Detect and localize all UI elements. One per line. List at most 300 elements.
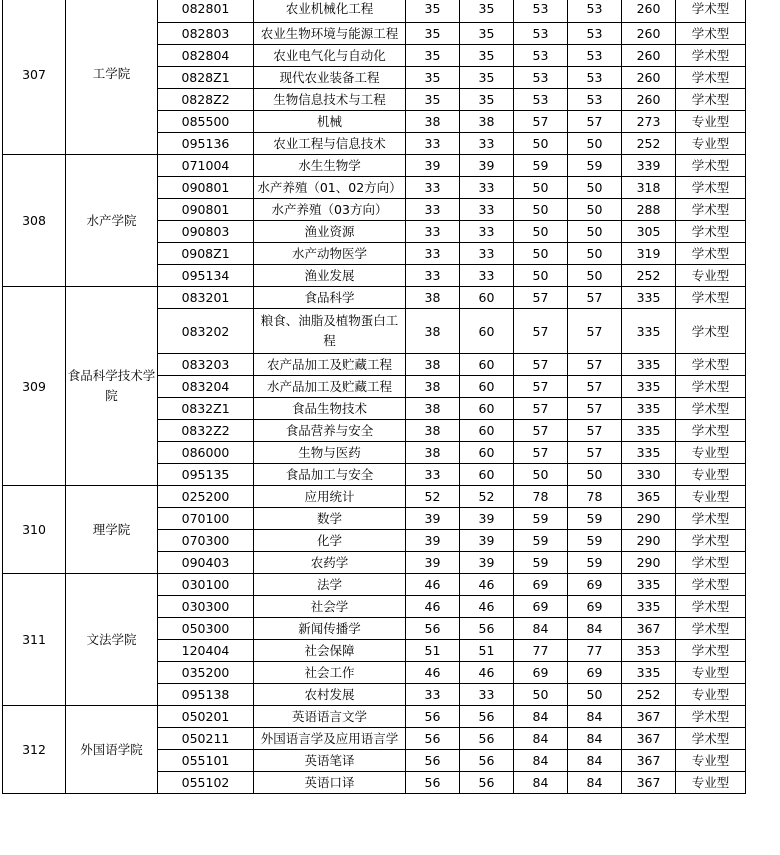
score-subject-1: 50 bbox=[514, 221, 568, 243]
score-politics: 56 bbox=[406, 706, 460, 728]
score-subject-1: 57 bbox=[514, 354, 568, 376]
score-subject-2: 59 bbox=[568, 508, 622, 530]
major-name: 法学 bbox=[254, 574, 406, 596]
score-subject-1: 57 bbox=[514, 420, 568, 442]
score-politics: 35 bbox=[406, 0, 460, 23]
score-subject-1: 59 bbox=[514, 155, 568, 177]
score-total: 335 bbox=[622, 596, 676, 618]
major-name: 粮食、油脂及植物蛋白工程 bbox=[254, 309, 406, 354]
degree-type: 学术型 bbox=[676, 199, 746, 221]
major-name: 食品生物技术 bbox=[254, 398, 406, 420]
score-politics: 35 bbox=[406, 23, 460, 45]
college-code: 309 bbox=[3, 287, 66, 486]
score-politics: 56 bbox=[406, 750, 460, 772]
score-politics: 33 bbox=[406, 133, 460, 155]
score-total: 290 bbox=[622, 552, 676, 574]
score-politics: 39 bbox=[406, 530, 460, 552]
score-total: 335 bbox=[622, 376, 676, 398]
major-code: 0832Z1 bbox=[158, 398, 254, 420]
major-code: 070300 bbox=[158, 530, 254, 552]
score-politics: 35 bbox=[406, 89, 460, 111]
major-name: 渔业发展 bbox=[254, 265, 406, 287]
score-subject-1: 84 bbox=[514, 750, 568, 772]
score-subject-1: 50 bbox=[514, 133, 568, 155]
score-subject-2: 50 bbox=[568, 177, 622, 199]
score-politics: 51 bbox=[406, 640, 460, 662]
score-foreign-language: 60 bbox=[460, 442, 514, 464]
major-code: 071004 bbox=[158, 155, 254, 177]
major-code: 082804 bbox=[158, 45, 254, 67]
major-code: 090801 bbox=[158, 199, 254, 221]
score-foreign-language: 33 bbox=[460, 265, 514, 287]
score-subject-2: 77 bbox=[568, 640, 622, 662]
score-foreign-language: 46 bbox=[460, 574, 514, 596]
score-total: 252 bbox=[622, 265, 676, 287]
major-name: 渔业资源 bbox=[254, 221, 406, 243]
degree-type: 专业型 bbox=[676, 750, 746, 772]
score-subject-2: 59 bbox=[568, 155, 622, 177]
score-foreign-language: 56 bbox=[460, 706, 514, 728]
score-total: 367 bbox=[622, 618, 676, 640]
score-total: 365 bbox=[622, 486, 676, 508]
major-code: 055101 bbox=[158, 750, 254, 772]
major-name: 水产品加工及贮藏工程 bbox=[254, 376, 406, 398]
college-name: 工学院 bbox=[66, 0, 158, 155]
degree-type: 学术型 bbox=[676, 243, 746, 265]
degree-type: 专业型 bbox=[676, 464, 746, 486]
score-subject-1: 59 bbox=[514, 508, 568, 530]
score-subject-1: 57 bbox=[514, 398, 568, 420]
degree-type: 学术型 bbox=[676, 45, 746, 67]
degree-type: 学术型 bbox=[676, 420, 746, 442]
major-code: 082801 bbox=[158, 0, 254, 23]
degree-type: 学术型 bbox=[676, 706, 746, 728]
major-name: 水产养殖（01、02方向） bbox=[254, 177, 406, 199]
major-name: 农产品加工及贮藏工程 bbox=[254, 354, 406, 376]
major-name: 生物与医药 bbox=[254, 442, 406, 464]
score-foreign-language: 56 bbox=[460, 728, 514, 750]
score-politics: 33 bbox=[406, 684, 460, 706]
college-code: 308 bbox=[3, 155, 66, 287]
score-total: 290 bbox=[622, 530, 676, 552]
degree-type: 学术型 bbox=[676, 0, 746, 23]
major-name: 水产动物医学 bbox=[254, 243, 406, 265]
score-politics: 38 bbox=[406, 376, 460, 398]
score-total: 273 bbox=[622, 111, 676, 133]
score-subject-1: 50 bbox=[514, 177, 568, 199]
degree-type: 学术型 bbox=[676, 596, 746, 618]
score-foreign-language: 60 bbox=[460, 376, 514, 398]
degree-type: 学术型 bbox=[676, 23, 746, 45]
score-subject-2: 50 bbox=[568, 265, 622, 287]
score-politics: 56 bbox=[406, 772, 460, 794]
major-code: 095135 bbox=[158, 464, 254, 486]
score-foreign-language: 51 bbox=[460, 640, 514, 662]
major-code: 090803 bbox=[158, 221, 254, 243]
major-name: 社会学 bbox=[254, 596, 406, 618]
score-politics: 33 bbox=[406, 464, 460, 486]
score-total: 335 bbox=[622, 309, 676, 354]
score-subject-1: 77 bbox=[514, 640, 568, 662]
degree-type: 专业型 bbox=[676, 486, 746, 508]
score-total: 335 bbox=[622, 354, 676, 376]
score-subject-2: 50 bbox=[568, 133, 622, 155]
score-foreign-language: 33 bbox=[460, 684, 514, 706]
score-total: 319 bbox=[622, 243, 676, 265]
score-subject-1: 53 bbox=[514, 0, 568, 23]
score-subject-1: 53 bbox=[514, 67, 568, 89]
score-subject-2: 69 bbox=[568, 596, 622, 618]
major-name: 社会保障 bbox=[254, 640, 406, 662]
major-code: 050201 bbox=[158, 706, 254, 728]
score-subject-1: 57 bbox=[514, 309, 568, 354]
score-subject-2: 57 bbox=[568, 111, 622, 133]
major-name: 食品加工与安全 bbox=[254, 464, 406, 486]
score-total: 252 bbox=[622, 684, 676, 706]
score-foreign-language: 60 bbox=[460, 309, 514, 354]
score-subject-2: 84 bbox=[568, 728, 622, 750]
score-subject-1: 84 bbox=[514, 618, 568, 640]
score-subject-2: 53 bbox=[568, 67, 622, 89]
score-total: 260 bbox=[622, 89, 676, 111]
score-subject-1: 69 bbox=[514, 574, 568, 596]
degree-type: 学术型 bbox=[676, 221, 746, 243]
college-code: 307 bbox=[3, 0, 66, 155]
major-code: 0828Z2 bbox=[158, 89, 254, 111]
score-subject-1: 84 bbox=[514, 706, 568, 728]
score-subject-2: 57 bbox=[568, 354, 622, 376]
college-code: 312 bbox=[3, 706, 66, 794]
table-body bbox=[3, 0, 746, 794]
score-total: 367 bbox=[622, 772, 676, 794]
score-subject-2: 50 bbox=[568, 221, 622, 243]
score-total: 339 bbox=[622, 155, 676, 177]
degree-type: 学术型 bbox=[676, 618, 746, 640]
score-foreign-language: 60 bbox=[460, 420, 514, 442]
score-subject-2: 50 bbox=[568, 243, 622, 265]
degree-type: 学术型 bbox=[676, 552, 746, 574]
score-subject-1: 59 bbox=[514, 530, 568, 552]
major-name: 农业机械化工程 bbox=[254, 0, 406, 23]
score-total: 330 bbox=[622, 464, 676, 486]
score-total: 335 bbox=[622, 420, 676, 442]
score-total: 367 bbox=[622, 728, 676, 750]
score-total: 288 bbox=[622, 199, 676, 221]
score-foreign-language: 35 bbox=[460, 0, 514, 23]
score-subject-1: 84 bbox=[514, 728, 568, 750]
score-subject-2: 78 bbox=[568, 486, 622, 508]
score-politics: 56 bbox=[406, 728, 460, 750]
major-name: 农业工程与信息技术 bbox=[254, 133, 406, 155]
score-foreign-language: 35 bbox=[460, 89, 514, 111]
score-total: 335 bbox=[622, 287, 676, 309]
score-politics: 35 bbox=[406, 45, 460, 67]
degree-type: 学术型 bbox=[676, 398, 746, 420]
score-subject-2: 57 bbox=[568, 376, 622, 398]
score-foreign-language: 39 bbox=[460, 508, 514, 530]
major-name: 英语笔译 bbox=[254, 750, 406, 772]
major-name: 现代农业装备工程 bbox=[254, 67, 406, 89]
table-row bbox=[3, 574, 746, 596]
score-foreign-language: 38 bbox=[460, 111, 514, 133]
score-subject-2: 59 bbox=[568, 552, 622, 574]
score-subject-1: 84 bbox=[514, 772, 568, 794]
score-politics: 52 bbox=[406, 486, 460, 508]
score-foreign-language: 33 bbox=[460, 133, 514, 155]
major-code: 085500 bbox=[158, 111, 254, 133]
degree-type: 学术型 bbox=[676, 67, 746, 89]
degree-type: 专业型 bbox=[676, 133, 746, 155]
major-code: 090801 bbox=[158, 177, 254, 199]
score-foreign-language: 39 bbox=[460, 552, 514, 574]
college-code: 310 bbox=[3, 486, 66, 574]
score-foreign-language: 33 bbox=[460, 221, 514, 243]
score-foreign-language: 33 bbox=[460, 243, 514, 265]
score-subject-1: 50 bbox=[514, 265, 568, 287]
major-code: 095136 bbox=[158, 133, 254, 155]
degree-type: 专业型 bbox=[676, 662, 746, 684]
score-total: 335 bbox=[622, 662, 676, 684]
degree-type: 专业型 bbox=[676, 442, 746, 464]
score-foreign-language: 52 bbox=[460, 486, 514, 508]
degree-type: 学术型 bbox=[676, 287, 746, 309]
score-subject-2: 53 bbox=[568, 0, 622, 23]
degree-type: 学术型 bbox=[676, 376, 746, 398]
score-subject-2: 57 bbox=[568, 398, 622, 420]
major-name: 应用统计 bbox=[254, 486, 406, 508]
score-table bbox=[2, 0, 746, 794]
score-subject-2: 57 bbox=[568, 442, 622, 464]
table-row bbox=[3, 287, 746, 309]
score-politics: 33 bbox=[406, 177, 460, 199]
score-subject-2: 53 bbox=[568, 23, 622, 45]
major-name: 外国语言学及应用语言学 bbox=[254, 728, 406, 750]
score-total: 367 bbox=[622, 706, 676, 728]
score-total: 367 bbox=[622, 750, 676, 772]
score-foreign-language: 56 bbox=[460, 750, 514, 772]
major-code: 095138 bbox=[158, 684, 254, 706]
score-foreign-language: 33 bbox=[460, 177, 514, 199]
score-subject-2: 57 bbox=[568, 309, 622, 354]
score-total: 353 bbox=[622, 640, 676, 662]
major-code: 055102 bbox=[158, 772, 254, 794]
major-name: 食品科学 bbox=[254, 287, 406, 309]
score-politics: 38 bbox=[406, 398, 460, 420]
score-subject-2: 84 bbox=[568, 706, 622, 728]
major-name: 机械 bbox=[254, 111, 406, 133]
score-politics: 38 bbox=[406, 442, 460, 464]
score-subject-1: 50 bbox=[514, 243, 568, 265]
score-politics: 33 bbox=[406, 221, 460, 243]
score-politics: 33 bbox=[406, 265, 460, 287]
score-total: 260 bbox=[622, 45, 676, 67]
score-politics: 35 bbox=[406, 67, 460, 89]
score-foreign-language: 39 bbox=[460, 155, 514, 177]
score-total: 335 bbox=[622, 398, 676, 420]
degree-type: 学术型 bbox=[676, 640, 746, 662]
degree-type: 学术型 bbox=[676, 177, 746, 199]
college-name: 理学院 bbox=[66, 486, 158, 574]
score-foreign-language: 56 bbox=[460, 618, 514, 640]
degree-type: 学术型 bbox=[676, 155, 746, 177]
degree-type: 专业型 bbox=[676, 111, 746, 133]
score-politics: 33 bbox=[406, 199, 460, 221]
table-row bbox=[3, 706, 746, 728]
major-name: 新闻传播学 bbox=[254, 618, 406, 640]
score-total: 260 bbox=[622, 0, 676, 23]
college-name: 文法学院 bbox=[66, 574, 158, 706]
score-subject-1: 57 bbox=[514, 376, 568, 398]
major-name: 数学 bbox=[254, 508, 406, 530]
score-politics: 39 bbox=[406, 508, 460, 530]
score-subject-2: 57 bbox=[568, 287, 622, 309]
major-code: 0908Z1 bbox=[158, 243, 254, 265]
major-name: 水生生物学 bbox=[254, 155, 406, 177]
score-subject-2: 84 bbox=[568, 618, 622, 640]
score-foreign-language: 35 bbox=[460, 67, 514, 89]
score-politics: 46 bbox=[406, 574, 460, 596]
score-subject-1: 50 bbox=[514, 464, 568, 486]
major-name: 社会工作 bbox=[254, 662, 406, 684]
major-name: 农村发展 bbox=[254, 684, 406, 706]
college-name: 水产学院 bbox=[66, 155, 158, 287]
table-row bbox=[3, 155, 746, 177]
score-subject-1: 53 bbox=[514, 23, 568, 45]
score-politics: 38 bbox=[406, 354, 460, 376]
score-total: 335 bbox=[622, 574, 676, 596]
score-total: 252 bbox=[622, 133, 676, 155]
major-code: 095134 bbox=[158, 265, 254, 287]
score-foreign-language: 60 bbox=[460, 398, 514, 420]
major-code: 070100 bbox=[158, 508, 254, 530]
score-subject-2: 50 bbox=[568, 199, 622, 221]
major-name: 食品营养与安全 bbox=[254, 420, 406, 442]
score-foreign-language: 39 bbox=[460, 530, 514, 552]
score-total: 335 bbox=[622, 442, 676, 464]
degree-type: 专业型 bbox=[676, 265, 746, 287]
score-subject-2: 69 bbox=[568, 662, 622, 684]
score-politics: 38 bbox=[406, 420, 460, 442]
major-code: 050211 bbox=[158, 728, 254, 750]
score-subject-1: 69 bbox=[514, 662, 568, 684]
score-subject-1: 50 bbox=[514, 684, 568, 706]
major-code: 120404 bbox=[158, 640, 254, 662]
score-total: 290 bbox=[622, 508, 676, 530]
score-subject-1: 78 bbox=[514, 486, 568, 508]
major-name: 化学 bbox=[254, 530, 406, 552]
score-politics: 38 bbox=[406, 287, 460, 309]
score-politics: 46 bbox=[406, 662, 460, 684]
degree-type: 学术型 bbox=[676, 728, 746, 750]
major-code: 030300 bbox=[158, 596, 254, 618]
score-total: 318 bbox=[622, 177, 676, 199]
degree-type: 学术型 bbox=[676, 530, 746, 552]
major-code: 090403 bbox=[158, 552, 254, 574]
college-name: 外国语学院 bbox=[66, 706, 158, 794]
degree-type: 学术型 bbox=[676, 354, 746, 376]
score-politics: 38 bbox=[406, 309, 460, 354]
score-foreign-language: 56 bbox=[460, 772, 514, 794]
score-foreign-language: 60 bbox=[460, 354, 514, 376]
score-total: 260 bbox=[622, 67, 676, 89]
degree-type: 学术型 bbox=[676, 508, 746, 530]
major-name: 农药学 bbox=[254, 552, 406, 574]
score-total: 260 bbox=[622, 23, 676, 45]
major-code: 0828Z1 bbox=[158, 67, 254, 89]
score-foreign-language: 35 bbox=[460, 45, 514, 67]
score-foreign-language: 46 bbox=[460, 596, 514, 618]
major-name: 水产养殖（03方向） bbox=[254, 199, 406, 221]
score-subject-2: 69 bbox=[568, 574, 622, 596]
score-subject-1: 50 bbox=[514, 199, 568, 221]
degree-type: 学术型 bbox=[676, 89, 746, 111]
score-politics: 39 bbox=[406, 552, 460, 574]
score-politics: 56 bbox=[406, 618, 460, 640]
major-code: 083203 bbox=[158, 354, 254, 376]
college-code: 311 bbox=[3, 574, 66, 706]
score-subject-1: 53 bbox=[514, 45, 568, 67]
major-code: 083204 bbox=[158, 376, 254, 398]
score-subject-2: 50 bbox=[568, 464, 622, 486]
score-subject-2: 59 bbox=[568, 530, 622, 552]
major-name: 生物信息技术与工程 bbox=[254, 89, 406, 111]
score-foreign-language: 60 bbox=[460, 287, 514, 309]
score-subject-2: 84 bbox=[568, 772, 622, 794]
score-subject-2: 50 bbox=[568, 684, 622, 706]
major-code: 0832Z2 bbox=[158, 420, 254, 442]
score-subject-2: 57 bbox=[568, 420, 622, 442]
major-name: 英语口译 bbox=[254, 772, 406, 794]
major-name: 农业电气化与自动化 bbox=[254, 45, 406, 67]
degree-type: 专业型 bbox=[676, 684, 746, 706]
score-foreign-language: 60 bbox=[460, 464, 514, 486]
score-foreign-language: 46 bbox=[460, 662, 514, 684]
score-subject-1: 53 bbox=[514, 89, 568, 111]
degree-type: 学术型 bbox=[676, 574, 746, 596]
major-code: 030100 bbox=[158, 574, 254, 596]
degree-type: 学术型 bbox=[676, 309, 746, 354]
major-code: 086000 bbox=[158, 442, 254, 464]
score-politics: 46 bbox=[406, 596, 460, 618]
score-subject-2: 53 bbox=[568, 45, 622, 67]
score-subject-2: 84 bbox=[568, 750, 622, 772]
major-code: 082803 bbox=[158, 23, 254, 45]
score-foreign-language: 35 bbox=[460, 23, 514, 45]
degree-type: 专业型 bbox=[676, 772, 746, 794]
major-name: 农业生物环境与能源工程 bbox=[254, 23, 406, 45]
score-subject-1: 57 bbox=[514, 442, 568, 464]
table-row bbox=[3, 486, 746, 508]
major-code: 083201 bbox=[158, 287, 254, 309]
score-politics: 39 bbox=[406, 155, 460, 177]
score-total: 305 bbox=[622, 221, 676, 243]
score-subject-1: 57 bbox=[514, 111, 568, 133]
score-politics: 38 bbox=[406, 111, 460, 133]
major-code: 050300 bbox=[158, 618, 254, 640]
score-subject-2: 53 bbox=[568, 89, 622, 111]
score-subject-1: 59 bbox=[514, 552, 568, 574]
major-name: 英语语言文学 bbox=[254, 706, 406, 728]
score-politics: 33 bbox=[406, 243, 460, 265]
major-code: 083202 bbox=[158, 309, 254, 354]
major-code: 025200 bbox=[158, 486, 254, 508]
score-foreign-language: 33 bbox=[460, 199, 514, 221]
score-subject-1: 69 bbox=[514, 596, 568, 618]
score-subject-1: 57 bbox=[514, 287, 568, 309]
college-name: 食品科学技术学院 bbox=[66, 287, 158, 486]
table-row bbox=[3, 0, 746, 23]
major-code: 035200 bbox=[158, 662, 254, 684]
